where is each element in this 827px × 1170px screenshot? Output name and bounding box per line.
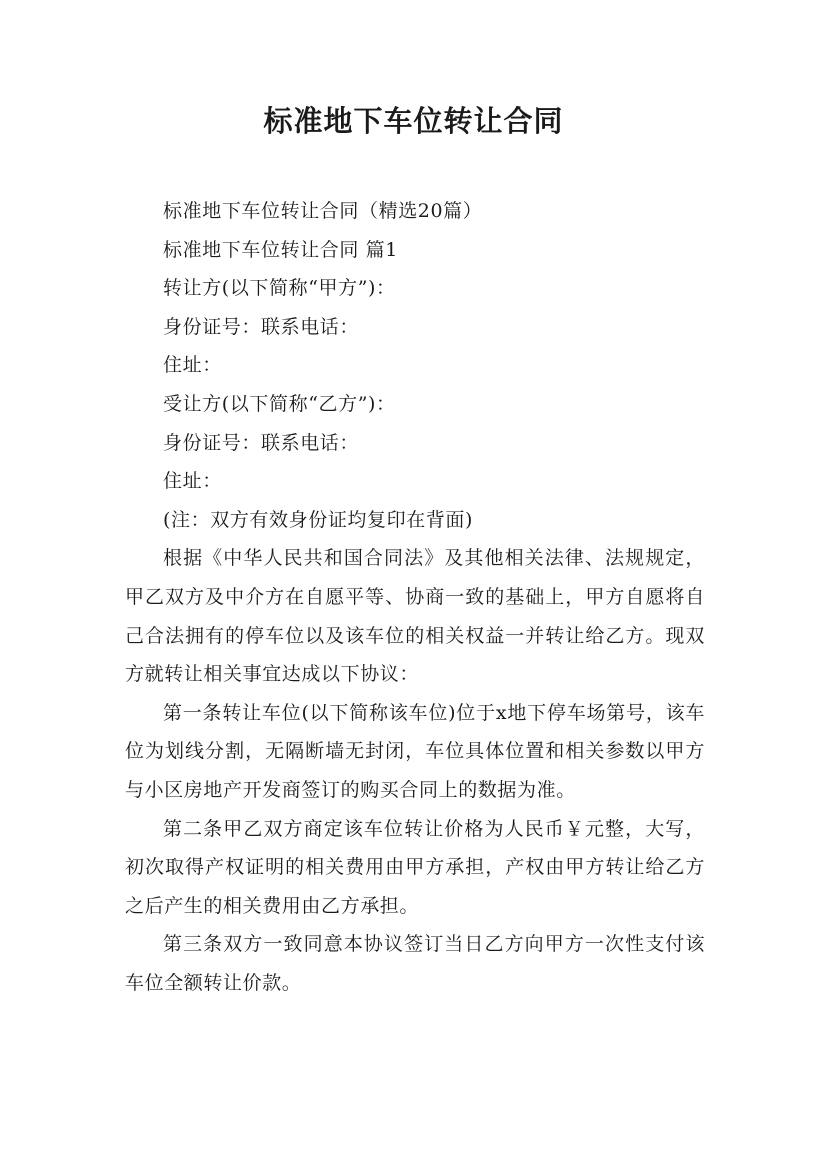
document-body — [125, 192, 705, 1002]
paragraph-preamble: 根据《中华人民共和国合同法》及其他相关法律、法规规定，甲乙双方及中介方在自愿平等、协商一致的基础上，甲方自愿将自己合法拥有的停车位以及该车位的相关权益一并转让给乙方。现双方就转让相关事宜达成以下协议： — [125, 547, 705, 686]
paragraph-article-2: 第二条甲乙双方商定该车位转让价格为人民币￥元整，大写，初次取得产权证明的相关费用由甲方承担，产权由甲方转让给乙方之后产生的相关费用由乙方承担。 — [125, 817, 705, 917]
document-title: 标准地下车位转让合同 — [263, 104, 564, 138]
paragraph-transferee-address: 住址： — [163, 470, 222, 493]
paragraph-transferor-address: 住址： — [163, 354, 222, 377]
paragraph-section-heading: 标准地下车位转让合同 篇1 — [163, 238, 398, 261]
paragraph-article-3: 第三条双方一致同意本协议签订当日乙方向甲方一次性支付该车位全额转让价款。 — [125, 933, 705, 994]
paragraph-transferee-id-phone: 身份证号：联系电话： — [163, 431, 360, 454]
paragraph-transferor-id-phone: 身份证号：联系电话： — [163, 315, 360, 338]
paragraph-subtitle: 标准地下车位转让合同（精选20篇） — [163, 200, 483, 222]
paragraph-note: (注：双方有效身份证均复印在背面) — [163, 508, 474, 531]
paragraph-article-1: 第一条转让车位(以下简称该车位)位于x地下停车场第号，该车位为划线分割，无隔断墙无封闭，车位具体位置和相关参数以甲方与小区房地产开发商签订的购买合同上的数据为准。 — [125, 701, 705, 801]
paragraph-transferor: 转让方(以下简称“甲方”)： — [163, 277, 396, 300]
paragraph-transferee: 受让方(以下简称“乙方”)： — [163, 392, 396, 415]
